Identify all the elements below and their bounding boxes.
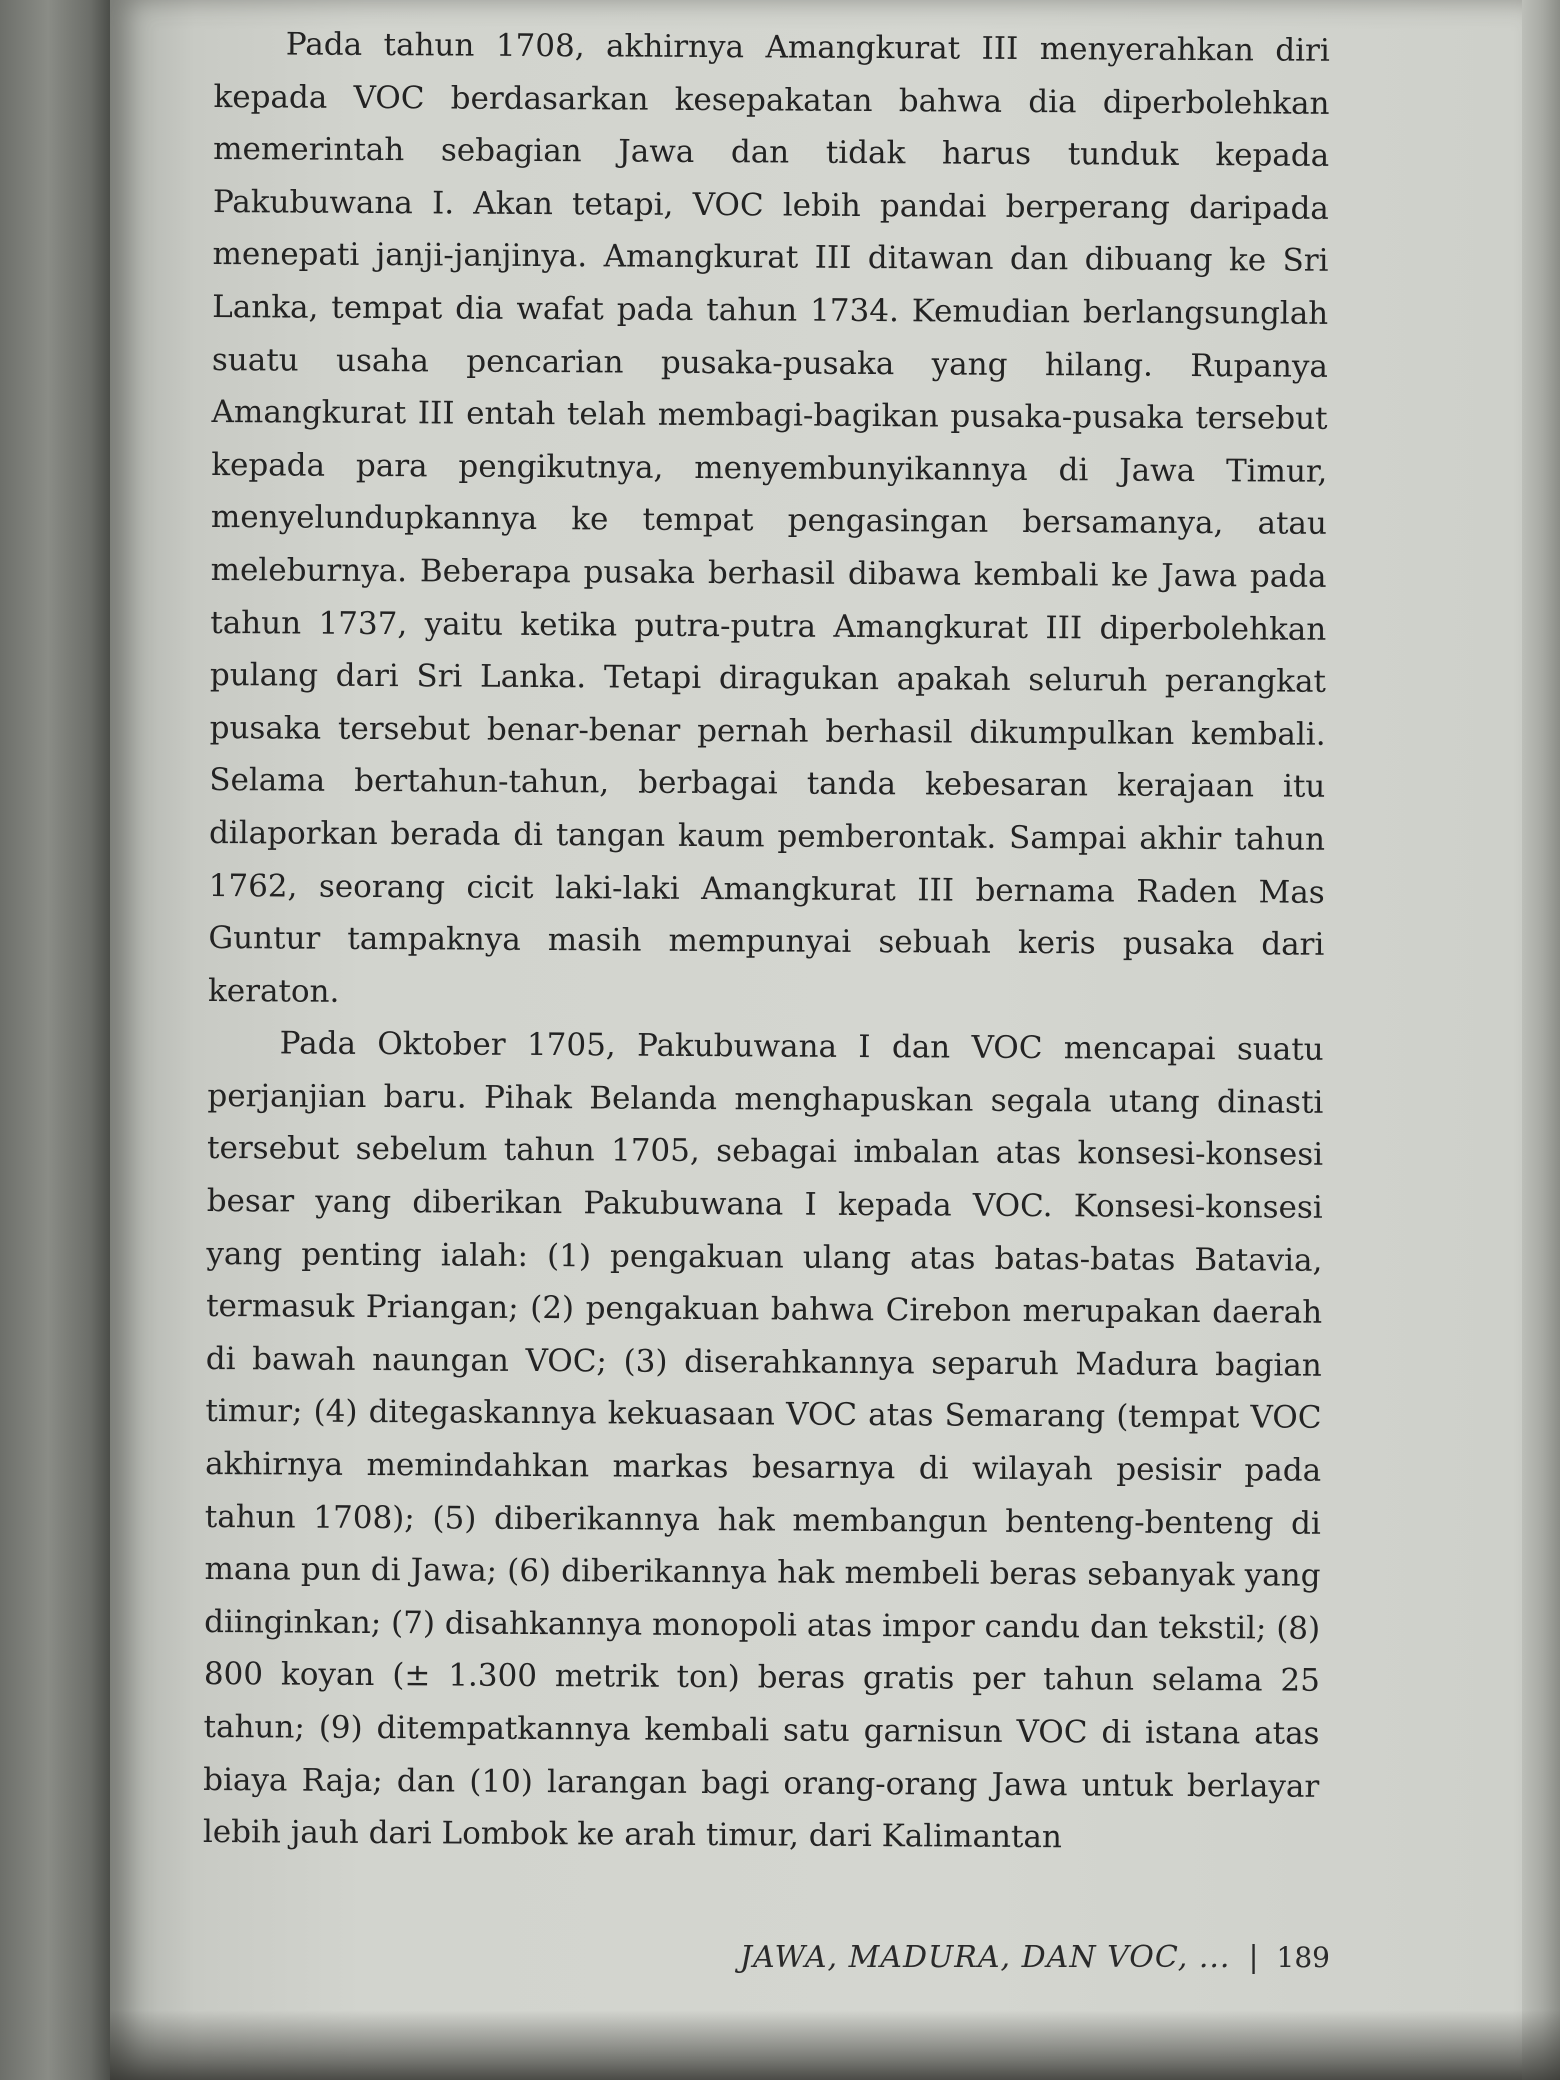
footer-separator: | <box>1248 1940 1259 1975</box>
paragraph-1: Pada tahun 1708, akhirnya Amangkurat III menyerahkan diri kepada VOC berdasarkan kesepakatan bahwa dia diperbolehkan memerintah sebagian Jawa dan tidak harus tunduk kepada Pakubuwana I. Akan tetapi, VOC lebih pandai berperang daripada menepati janji-janjinya. Amangkurat III ditawan dan dibuang ke Sri Lanka, tempat dia wafat pada tahun 1734. Kemudian berlangsunglah suatu usaha pencarian pusaka-pusaka yang hilang. Rupanya Amangkurat III entah telah membagi-bagikan pusaka-pusaka tersebut kepada para pengikutnya, menyembunyikannya di Jawa Timur, menyelundupkannya ke tempat pengasingan bersamanya, atau meleburnya. Beberapa pusaka berhasil dibawa kembali ke Jawa pada tahun 1737, yaitu ketika putra-putra Amangkurat III diperbolehkan pulang dari Sri Lanka. Tetapi diragukan apakah seluruh perangkat pusaka tersebut benar-benar pernah berhasil dikumpulkan kembali. Selama bertahun-tahun, berbagai tanda kebesaran kerajaan itu dilaporkan berada di tangan kaum pemberontak. Sampai akhir tahun 1762, seorang cicit laki-laki Amangkurat III bernama Raden Mas Guntur tampaknya masih mempunyai sebuah keris pusaka dari keraton. <box>207 26 1330 1010</box>
page-number: 189 <box>1276 1941 1330 1974</box>
right-page-edge <box>1522 0 1560 2080</box>
page-footer <box>640 1940 1330 1975</box>
left-page-edge <box>0 0 120 2080</box>
running-title: JAWA, MADURA, DAN VOC, ... <box>740 1940 1231 1975</box>
paragraph-2: Pada Oktober 1705, Pakubuwana I dan VOC mencapai suatu perjanjian baru. Pihak Belanda menghapuskan segala utang dinasti tersebut sebelum tahun 1705, sebagai imbalan atas konsesi-konsesi besar yang diberikan Pakubuwana I kepada VOC. Konsesi-konsesi yang penting ialah: (1) pengakuan ulang atas batas-batas Batavia, termasuk Priangan; (2) pengakuan bahwa Cirebon merupakan daerah di bawah naungan VOC; (3) diserahkannya separuh Madura bagian timur; (4) ditegaskannya kekuasaan VOC atas Semarang (tempat VOC akhirnya memindahkan markas besarnya di wilayah pesisir pada tahun 1708); (5) diberikannya hak membangun benteng-benteng di mana pun di Jawa; (6) diberikannya hak membeli beras sebanyak yang diinginkan; (7) disahkannya monopoli atas impor candu dan tekstil; (8) 800 koyan (± 1.300 metrik ton) beras gratis per tahun selama 25 tahun; (9) ditempatkannya kembali satu garnisun VOC di istana atas biaya Raja; dan (10) larangan bagi orang-orang Jawa untuk berlayar lebih jauh dari Lombok ke arah timur, dari Kalimantan <box>202 1025 1324 1856</box>
body-text <box>203 18 1330 1866</box>
page-bottom-shadow <box>110 2010 1560 2080</box>
